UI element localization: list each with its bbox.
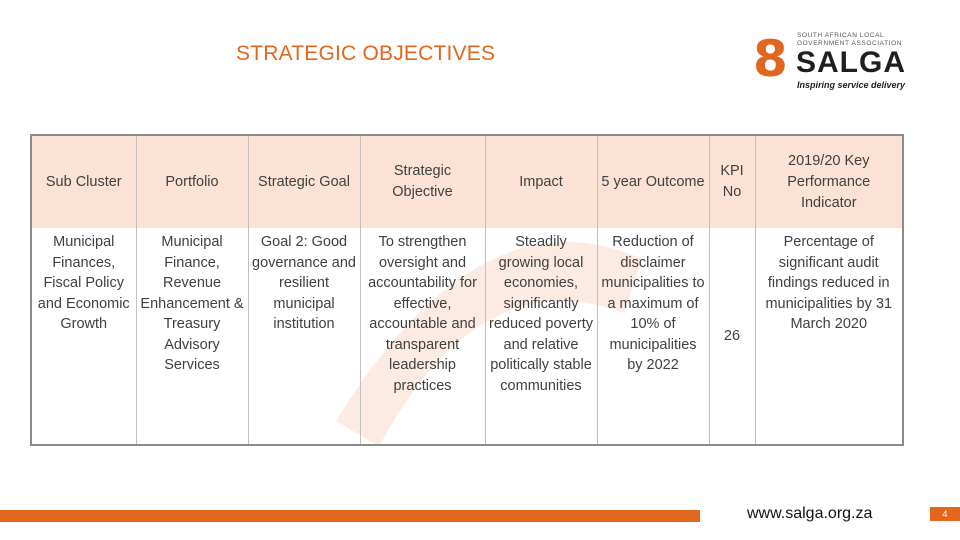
page-number: 4 [930, 507, 960, 521]
footer-url[interactable]: www.salga.org.za [747, 505, 873, 522]
salga-logo [750, 30, 925, 92]
strategic-objectives-table [30, 134, 904, 446]
table-row [31, 228, 903, 445]
page-title: STRATEGIC OBJECTIVES [236, 42, 496, 65]
cell-impact: Steadily growing local economies, significantly reduced poverty and relative politically stable communities [485, 228, 597, 445]
header-strategic-objective: Strategic Objective [360, 135, 485, 228]
cell-5-year-outcome: Reduction of disclaimer municipalities to a maximum of 10% of municipalities by 2022 [597, 228, 709, 445]
cell-kpi-no: 26 [709, 228, 755, 445]
logo-tagline: Inspiring service delivery [797, 80, 906, 90]
header-strategic-goal: Strategic Goal [248, 135, 360, 228]
logo-small-text: SOUTH AFRICAN LOCAL GOVERNMENT ASSOCIATION [797, 32, 903, 47]
footer-accent-bar [0, 510, 700, 522]
cell-strategic-goal: Goal 2: Good governance and resilient municipal institution [248, 228, 360, 445]
table-header-row [31, 135, 903, 228]
logo-wordmark: SALGA [796, 46, 906, 79]
header-portfolio: Portfolio [136, 135, 248, 228]
header-impact: Impact [485, 135, 597, 228]
cell-strategic-objective: To strengthen oversight and accountability for effective, accountable and transparent leadership practices [360, 228, 485, 445]
header-key-performance-indicator: 2019/20 Key Performance Indicator [755, 135, 903, 228]
header-kpi-no: KPI No [709, 135, 755, 228]
cell-portfolio: Municipal Finance, Revenue Enhancement & Treasury Advisory Services [136, 228, 248, 445]
header-5-year-outcome: 5 year Outcome [597, 135, 709, 228]
cell-key-performance-indicator: Percentage of significant audit findings reduced in municipalities by 31 March 2020 [755, 228, 903, 445]
logo-mark: 8 [753, 30, 788, 88]
cell-sub-cluster: Municipal Finances, Fiscal Policy and Economic Growth [31, 228, 136, 445]
header-sub-cluster: Sub Cluster [31, 135, 136, 228]
